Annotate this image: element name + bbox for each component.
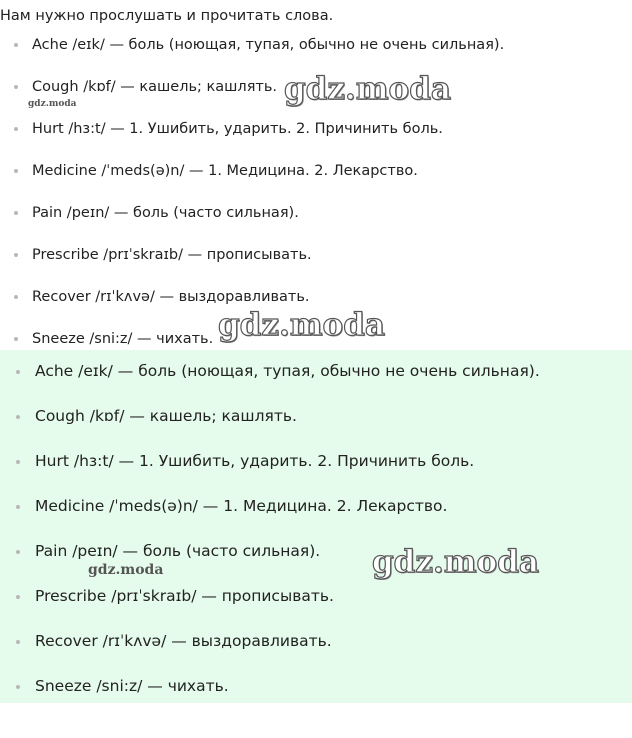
list-item-text: Pain /peɪn/ — боль (часто сильная). xyxy=(32,205,299,221)
list-item-text: Ache /eɪk/ — боль (ноющая, тупая, обычно не очень сильная). xyxy=(35,362,540,380)
list-item-text: Sneeze /sni:z/ — чихать. xyxy=(32,331,214,347)
list-item-text: Cough /kɒf/ — кашель; кашлять. xyxy=(32,79,278,95)
list-item-text: Sneeze /sni:z/ — чихать. xyxy=(35,677,229,695)
watermark-logo: gdz.moda xyxy=(218,307,385,343)
list-item-text: Cough /kɒf/ — кашель; кашлять. xyxy=(35,407,297,425)
bullet-icon xyxy=(14,211,18,215)
bullet-icon xyxy=(16,595,20,599)
list-item-text: Recover /rɪˈkʌvə/ — выздоравливать. xyxy=(32,289,310,305)
bullet-icon xyxy=(14,253,18,257)
list-item-text: Recover /rɪˈkʌvə/ — выздоравливать. xyxy=(35,632,332,650)
list-item-text: Medicine /ˈmeds(ə)n/ — 1. Медицина. 2. Лекарство. xyxy=(32,163,418,179)
list-item-text: Prescribe /prɪˈskraɪb/ — прописывать. xyxy=(35,587,334,605)
list-item-text: Ache /eɪk/ — боль (ноющая, тупая, обычно не очень сильная). xyxy=(32,37,505,53)
list-item-text: Hurt /hɜ:t/ — 1. Ушибить, ударить. 2. Причинить боль. xyxy=(35,452,475,470)
watermark-small: gdz.moda xyxy=(28,99,77,109)
bullet-icon xyxy=(14,295,18,299)
list-item-text: Hurt /hɜ:t/ — 1. Ушибить, ударить. 2. Причинить боль. xyxy=(32,121,443,137)
list-item-text: Prescribe /prɪˈskraɪb/ — прописывать. xyxy=(32,247,312,263)
list-item-text: Pain /peɪn/ — боль (часто сильная). xyxy=(35,542,321,560)
bullet-icon xyxy=(14,127,18,131)
bullet-icon xyxy=(16,460,20,464)
bullet-icon xyxy=(16,640,20,644)
watermark-logo: gdz.moda xyxy=(284,71,451,107)
bullet-icon xyxy=(14,169,18,173)
bullet-icon xyxy=(14,43,18,47)
watermark-small: gdz.moda xyxy=(88,562,164,578)
highlighted-block xyxy=(0,350,632,703)
intro-text: Нам нужно прослушать и прочитать слова. xyxy=(0,8,334,24)
bullet-icon xyxy=(16,415,20,419)
bullet-icon xyxy=(16,550,20,554)
list-item-text: Medicine /ˈmeds(ə)n/ — 1. Медицина. 2. Лекарство. xyxy=(35,497,448,515)
bullet-icon xyxy=(14,337,18,341)
bullet-icon xyxy=(14,85,18,89)
bullet-icon xyxy=(16,685,20,689)
watermark-logo: gdz.moda xyxy=(372,544,539,580)
bullet-icon xyxy=(16,370,20,374)
bullet-icon xyxy=(16,505,20,509)
